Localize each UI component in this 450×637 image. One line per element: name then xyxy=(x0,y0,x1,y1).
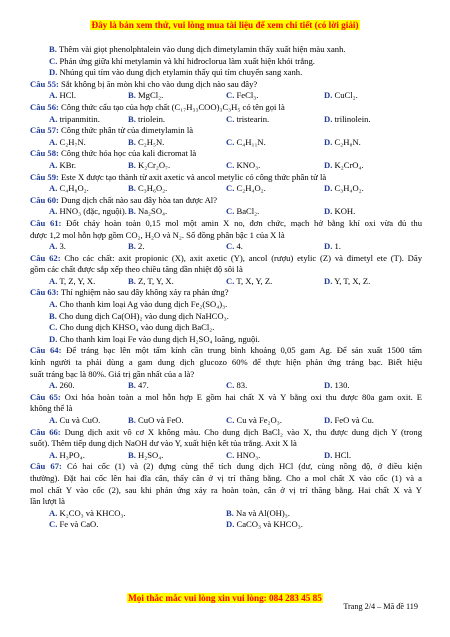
option-text: C₂H₄O₂. xyxy=(234,183,266,194)
question-number: Câu 67: xyxy=(30,461,62,472)
option-letter: C. xyxy=(226,415,235,425)
answer-option xyxy=(128,160,226,172)
document-body xyxy=(30,44,422,531)
option-letter: C. xyxy=(226,449,235,460)
option-letter: B. xyxy=(49,44,57,54)
question-text-continued: lần lượt là xyxy=(30,496,65,507)
option-letter: A. xyxy=(49,90,58,101)
option-text: KBr. xyxy=(57,159,76,170)
option-letter: C. xyxy=(226,113,235,124)
answer-option xyxy=(30,56,422,68)
option-text: 2. xyxy=(135,241,145,252)
option-letter: A. xyxy=(49,206,58,217)
answer-options-row xyxy=(30,90,422,102)
option-letter: C. xyxy=(226,159,235,170)
option-text: Na và Al(OH)₃. xyxy=(233,507,290,518)
option-text: Y, T, X, Z. xyxy=(332,275,371,286)
option-text: FeO và Cu. xyxy=(332,415,374,425)
option-text: 260. xyxy=(57,380,75,391)
option-text: HCl. xyxy=(332,449,351,460)
answer-option xyxy=(128,183,226,195)
option-letter: D. xyxy=(324,90,333,101)
answer-option xyxy=(128,415,226,427)
option-text: 83. xyxy=(234,380,248,391)
option-text: FeCl₃. xyxy=(234,90,259,101)
question-number: Câu 66: xyxy=(30,426,61,437)
answer-option xyxy=(324,450,422,462)
preview-banner xyxy=(0,15,450,33)
option-text: 47. xyxy=(135,380,149,391)
answer-option xyxy=(30,44,422,56)
answer-option xyxy=(324,415,422,427)
answer-option xyxy=(128,276,226,288)
option-text: K₂CrO₄. xyxy=(332,159,364,170)
answer-option xyxy=(226,508,422,520)
page-number: Trang 2/4 – Mã đề 119 xyxy=(343,602,418,611)
option-letter: D. xyxy=(324,183,333,194)
answer-option xyxy=(226,137,324,149)
answer-option xyxy=(226,114,324,126)
option-letter: D. xyxy=(324,241,333,252)
option-text: Fe và CaO. xyxy=(57,519,99,530)
option-text: 130. xyxy=(332,380,350,391)
option-text: K₂Cr₂O₇. xyxy=(135,159,171,170)
answer-option xyxy=(30,322,422,334)
question-text: Thí nghiệm nào sau đây không xảy ra phản ứng? xyxy=(58,287,229,298)
option-letter: D. xyxy=(324,159,333,170)
question-text-continued: mol chất Y vào cốc (2), sau khi phản ứng xảy ra hoàn toàn, cân ở vị trí thăng bằng. Hai chất X và Y xyxy=(30,484,422,495)
option-letter: A. xyxy=(49,449,58,460)
answer-option xyxy=(324,380,422,392)
option-text: Na₂SO₄. xyxy=(135,206,168,217)
option-text: T, X, Y, Z. xyxy=(234,275,273,286)
question-line xyxy=(30,172,422,184)
option-text: 3. xyxy=(57,241,66,252)
answer-option xyxy=(128,114,226,126)
question-number: Câu 57: xyxy=(30,125,59,136)
option-letter: B. xyxy=(128,90,136,101)
answer-option xyxy=(30,276,128,288)
option-letter: A. xyxy=(49,241,58,252)
option-text: T, Z, Y, X. xyxy=(57,275,96,286)
answer-option xyxy=(128,241,226,253)
answer-option xyxy=(30,67,422,79)
question-line xyxy=(30,253,422,265)
answer-option xyxy=(30,137,128,149)
answer-options-row xyxy=(30,380,422,392)
option-letter: B. xyxy=(128,449,136,460)
option-letter: D. xyxy=(324,275,333,286)
question-text: Công thức cấu tạo của hợp chất (C₁₇H₃₃COO)₃C₃H₅ có tên gọi là xyxy=(58,101,285,112)
answer-options-row xyxy=(30,183,422,195)
option-text: KOH. xyxy=(332,206,356,217)
answer-option xyxy=(324,114,422,126)
option-letter: B. xyxy=(49,310,57,321)
question-number: Câu 62: xyxy=(30,252,61,263)
option-letter: C. xyxy=(226,380,235,391)
preview-banner-text: Đây là bản xem thử, vui lòng mua tài liệu để xem chi tiết (có lời giải) xyxy=(91,20,359,30)
question-text-continued: không thể là xyxy=(30,403,73,414)
option-text: Nhúng quì tím vào dung dịch etylamin thấy quì tím chuyển sang xanh. xyxy=(57,67,303,78)
question-text-continued: suất tráng bạc là 80%. Giá trị gần nhất của a là? xyxy=(30,368,195,379)
question-number: Câu 58: xyxy=(30,148,59,159)
question-text-continued: suốt). Thêm tiếp dung dịch NaOH dư vào Y, xuất hiện kết tủa trắng. Axit X là xyxy=(30,438,297,449)
question-line xyxy=(30,287,422,299)
option-letter: C. xyxy=(49,55,58,66)
question-text: Cho các chất: axit propionic (X), axit axetic (Y), ancol (rượu) etylic (Z) và đimetyl ete (T). Dãy xyxy=(60,252,422,263)
answer-option xyxy=(324,160,422,172)
answer-option xyxy=(324,90,422,102)
option-text: C₂H₅N. xyxy=(135,136,165,147)
question-number: Câu 60: xyxy=(30,194,59,205)
option-letter: B. xyxy=(128,380,136,391)
answer-option xyxy=(30,334,422,346)
option-text: Cho thanh kim loại Ag vào dung dịch Fe₂(SO₄)₃. xyxy=(57,299,228,310)
option-letter: A. xyxy=(49,415,58,425)
answer-options-row xyxy=(30,508,422,520)
option-letter: A. xyxy=(49,299,58,310)
option-letter: B. xyxy=(226,507,234,518)
question-line xyxy=(30,102,422,114)
answer-option xyxy=(30,299,422,311)
option-text: KNO₃. xyxy=(234,159,261,170)
answer-option xyxy=(30,90,128,102)
option-text: Phản ứng giữa khí metylamin và khí hiđroclorua làm xuất hiện khói trắng. xyxy=(57,55,315,66)
question-text: Dung dịch axit vô cơ X không màu. Cho dung dịch BaCl₂ vào X, thu được dung dịch Y (trong xyxy=(60,426,422,437)
answer-option xyxy=(324,241,422,253)
option-letter: D. xyxy=(324,415,333,425)
option-text: H₂SO₄. xyxy=(135,449,164,460)
option-text: H₃PO₄. xyxy=(57,449,85,460)
option-letter: C. xyxy=(226,206,235,217)
question-line xyxy=(30,461,422,473)
question-text: Công thức phân tử của đimetylamin là xyxy=(58,125,194,136)
option-text: K₂CO₃ và KHCO₃. xyxy=(57,507,126,518)
option-text: HCl. xyxy=(57,90,76,101)
option-letter: B. xyxy=(128,183,136,194)
option-letter: C. xyxy=(226,241,235,252)
answer-option xyxy=(30,206,128,218)
answer-option xyxy=(324,137,422,149)
question-text-continued: được 1,2 mol hỗn hợp gồm CO₂, H₂O và N₂. Số đồng phân bậc 1 của X là xyxy=(30,229,285,240)
option-letter: D. xyxy=(49,67,58,78)
option-letter: D. xyxy=(324,380,333,391)
answer-option xyxy=(128,380,226,392)
question-line xyxy=(30,392,422,404)
answer-option xyxy=(30,415,128,427)
answer-option xyxy=(226,90,324,102)
question-line xyxy=(30,125,422,137)
question-text-continued: thường). Đặt hai cốc lên hai đĩa cân, thấy cân ở vị trí thăng bằng. Cho a mol chất X vào cốc (1) và a xyxy=(30,472,422,483)
answer-option xyxy=(324,183,422,195)
question-line xyxy=(30,218,422,230)
question-text: Oxi hóa hoàn toàn a mol hỗn hợp E gồm hai chất X và Y bằng oxi thu được 80a gam oxit. E xyxy=(60,391,422,402)
option-text: BaCl₂. xyxy=(234,206,260,217)
question-number: Câu 65: xyxy=(30,391,61,402)
question-number: Câu 64: xyxy=(30,345,62,356)
question-line xyxy=(30,345,422,357)
option-letter: A. xyxy=(49,507,58,518)
answer-options-row xyxy=(30,114,422,126)
option-letter: A. xyxy=(49,380,58,391)
option-text: Cho dung dịch Ca(OH)₂ vào dung dịch NaHCO₃. xyxy=(56,310,229,321)
option-letter: D. xyxy=(49,333,58,344)
option-letter: D. xyxy=(324,136,333,147)
answer-option xyxy=(30,241,128,253)
question-text-continued: kính người ta phải dùng a gam dung dịch glucozo 60% để thực hiện phản ứng tráng bạc. Biết hiệu xyxy=(30,357,422,368)
option-text: trilinolein. xyxy=(332,113,371,124)
answer-option xyxy=(30,114,128,126)
option-text: triolein. xyxy=(135,113,166,124)
option-letter: B. xyxy=(128,275,136,286)
option-letter: A. xyxy=(49,183,58,194)
answer-option xyxy=(30,380,128,392)
option-text: Cu và CuO. xyxy=(57,415,101,425)
answer-options-row xyxy=(30,160,422,172)
answer-option xyxy=(30,311,422,323)
question-number: Câu 63: xyxy=(30,287,59,298)
question-line xyxy=(30,427,422,439)
answer-options-row xyxy=(30,206,422,218)
answer-option xyxy=(324,276,422,288)
option-letter: B. xyxy=(128,136,136,147)
option-letter: D. xyxy=(324,206,333,217)
option-letter: D. xyxy=(324,449,333,460)
option-text: C₂H₈N. xyxy=(332,136,361,147)
question-line xyxy=(30,148,422,160)
option-text: Cho dung dịch KHSO₄ vào dung dịch BaCl₂. xyxy=(57,322,215,333)
answer-options-row xyxy=(30,415,422,427)
answer-option xyxy=(226,276,324,288)
question-text: Đốt cháy hoàn toàn 0,15 mol một amin X no, đơn chức, mạch hở bằng khí oxi vừa đủ thu xyxy=(61,217,422,228)
option-text: MgCl₂. xyxy=(135,90,164,101)
option-letter: B. xyxy=(128,206,136,217)
option-letter: C. xyxy=(226,275,235,286)
option-letter: C. xyxy=(226,136,235,147)
question-line xyxy=(30,195,422,207)
option-text: Cho thanh kim loại Fe vào dung dịch H₂SO₄ loãng, nguội. xyxy=(57,333,260,344)
question-text: Để tráng bạc lên một tấm kính cần trung bình khoảng 0,05 gam Ag. Để sản xuất 1500 tấm xyxy=(61,345,422,356)
question-number: Câu 59: xyxy=(30,171,59,182)
option-text: C₂H₇N. xyxy=(57,136,86,147)
option-text: HNO₃. xyxy=(234,449,261,460)
option-text: C₃H₆O₂. xyxy=(135,183,168,194)
option-text: Thêm vài giọt phenolphtalein vào dung dịch đimetylamin thấy xuất hiện màu xanh. xyxy=(56,44,346,54)
option-text: CaCO₃ và KHCO₃. xyxy=(234,519,303,530)
option-letter: B. xyxy=(128,415,136,425)
answer-options-row xyxy=(30,276,422,288)
option-text: C₄H₁₁N. xyxy=(234,136,266,147)
answer-option xyxy=(30,450,128,462)
question-text: Este X được tạo thành từ axit axetic và ancol metylic có công thức phân tử là xyxy=(58,171,327,182)
option-letter: D. xyxy=(226,519,235,530)
option-text: 1. xyxy=(332,241,341,252)
answer-option xyxy=(324,206,422,218)
answer-options-row xyxy=(30,137,422,149)
option-letter: B. xyxy=(128,159,136,170)
option-letter: A. xyxy=(49,275,58,286)
question-number: Câu 61: xyxy=(30,217,62,228)
option-letter: C. xyxy=(49,519,58,530)
option-letter: B. xyxy=(128,241,136,252)
answer-options-row xyxy=(30,241,422,253)
option-text: CuO và FeO. xyxy=(135,415,184,425)
answer-option xyxy=(30,160,128,172)
answer-option xyxy=(226,519,422,531)
answer-option xyxy=(226,160,324,172)
option-text: HNO₃ (đặc, nguội). xyxy=(57,206,127,217)
question-number: Câu 55: xyxy=(30,78,59,89)
answer-option xyxy=(30,508,226,520)
option-text: tristearin. xyxy=(234,113,270,124)
answer-option xyxy=(226,206,324,218)
answer-option xyxy=(128,137,226,149)
answer-option xyxy=(128,206,226,218)
answer-option xyxy=(226,450,324,462)
option-text: Z, T, Y, X. xyxy=(135,275,174,286)
option-letter: A. xyxy=(49,159,58,170)
question-text: Sắt không bị ăn mòn khi cho vào dung dịch nào sau đây? xyxy=(58,78,258,89)
option-text: CuCl₂. xyxy=(332,90,358,101)
answer-option xyxy=(226,241,324,253)
answer-option xyxy=(128,450,226,462)
answer-options-row xyxy=(30,450,422,462)
option-letter: B. xyxy=(128,113,136,124)
option-text: tripanmitin. xyxy=(57,113,100,124)
answer-option xyxy=(30,519,226,531)
option-text: Cu và Fe₂O₃. xyxy=(234,415,282,425)
option-text: C₃H₄O₂. xyxy=(332,183,364,194)
option-letter: D. xyxy=(324,113,333,124)
option-letter: A. xyxy=(49,136,58,147)
answer-option xyxy=(226,183,324,195)
question-text: Công thức hóa học của kali đicromat là xyxy=(58,148,197,159)
answer-option xyxy=(128,90,226,102)
question-text: Dung dịch chất nào sau đây hòa tan được Al? xyxy=(58,194,218,205)
answer-options-row xyxy=(30,519,422,531)
answer-option xyxy=(30,183,128,195)
option-letter: C. xyxy=(226,90,235,101)
question-number: Câu 56: xyxy=(30,101,59,112)
question-line xyxy=(30,79,422,91)
question-text: Có hai cốc (1) và (2) đựng cùng thể tích dung dịch HCl (dư, cùng nồng độ, ở điều kiện xyxy=(61,461,422,472)
option-letter: C. xyxy=(226,183,235,194)
option-text: C₄H₈O₂. xyxy=(57,183,89,194)
answer-option xyxy=(226,415,324,427)
option-text: 4. xyxy=(234,241,243,252)
option-letter: C. xyxy=(49,322,58,333)
answer-option xyxy=(226,380,324,392)
question-text-continued: gồm các chất được sắp xếp theo chiều tăng dần nhiệt độ sôi là xyxy=(30,264,243,275)
option-letter: A. xyxy=(49,113,58,124)
contact-footer-text: Mọi thắc mắc vui lòng xin vui lòng: 084 283 45 85 xyxy=(128,593,322,603)
